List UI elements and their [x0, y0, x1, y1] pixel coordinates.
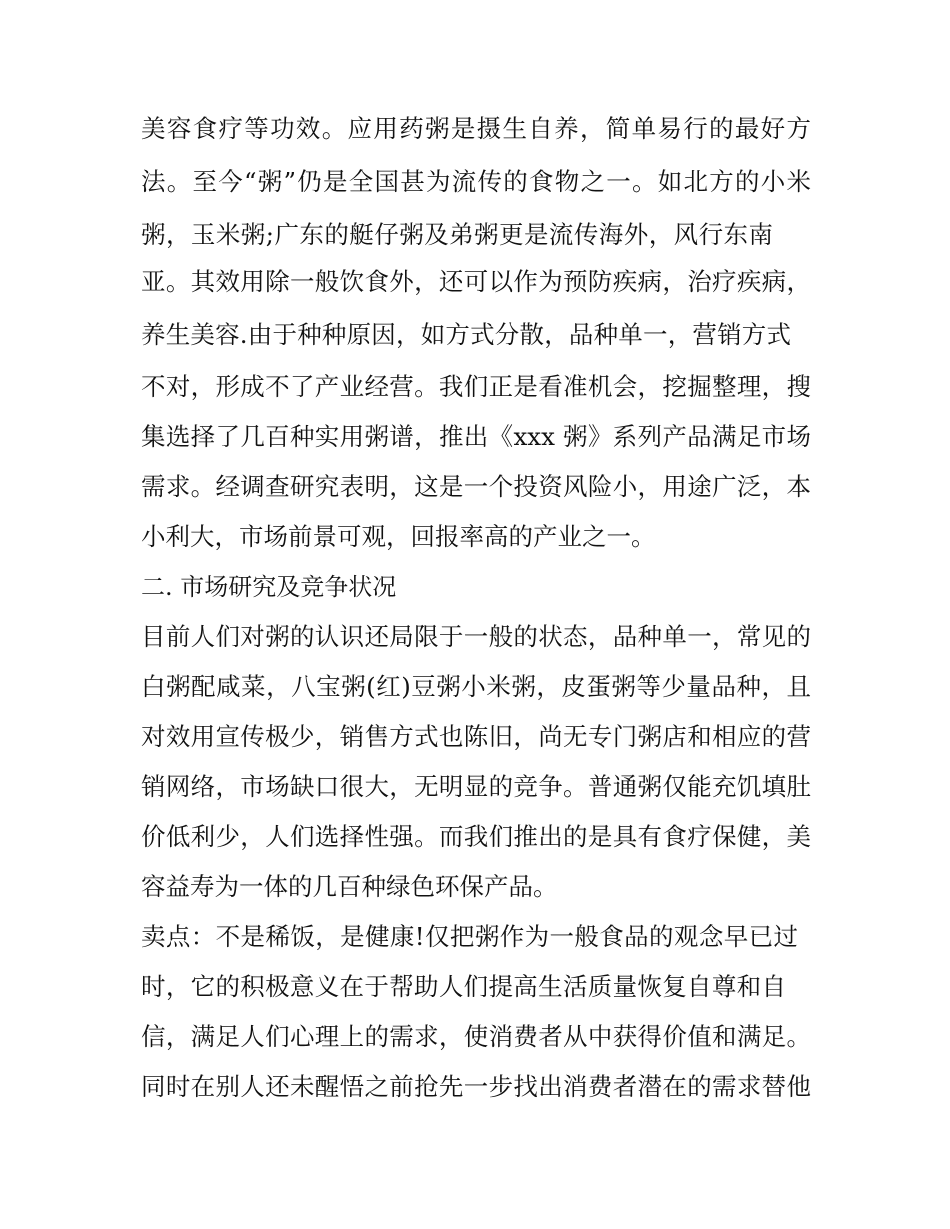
- text-line: 销网络，市场缺口很大，无明显的竞争。普通粥仅能充饥填肚: [141, 772, 811, 801]
- text-line: 养生美容.由于种种原因，如方式分散，品种单一，营销方式: [141, 320, 791, 349]
- text-line: 小利大，市场前景可观，回报率高的产业之一。: [141, 522, 656, 551]
- text-line: 目前人们对粥的认识还局限于一般的状态，品种单一，常见的: [141, 622, 811, 651]
- text-line: 对效用宣传极少，销售方式也陈旧，尚无专门粥店和相应的营: [141, 722, 811, 751]
- text-line: 集选择了几百种实用粥谱，推出《xxx 粥》系列产品满足市场: [141, 422, 811, 451]
- text-line: 信，满足人们心理上的需求，使消费者从中获得价值和满足。: [141, 1022, 811, 1051]
- text-line: 需求。经调查研究表明，这是一个投资风险小，用途广泛，本: [141, 472, 811, 501]
- text-line: 卖点：不是稀饭，是健康!仅把粥作为一般食品的观念早已过: [141, 922, 798, 951]
- text-line: 法。至今“粥”仍是全国甚为流传的食物之一。如北方的小米: [141, 167, 811, 196]
- section-heading: 二. 市场研究及竞争状况: [141, 573, 397, 601]
- text-line: 同时在别人还未醒悟之前抢先一步找出消费者潜在的需求替他: [141, 1072, 811, 1101]
- text-line: 容益寿为一体的几百种绿色环保产品。: [141, 872, 558, 901]
- text-line: 时，它的积极意义在于帮助人们提高生活质量恢复自尊和自: [141, 972, 786, 1001]
- text-line: 不对，形成不了产业经营。我们正是看准机会，挖掘整理，搜: [141, 372, 811, 401]
- text-line: 粥，玉米粥;广东的艇仔粥及弟粥更是流传海外，风行东南: [141, 220, 773, 249]
- text-line: 亚。其效用除一般饮食外，还可以作为预防疾病，治疗疾病，: [141, 267, 811, 296]
- text-line: 白粥配咸菜，八宝粥(红)豆粥小米粥，皮蛋粥等少量品种，且: [141, 672, 811, 701]
- text-line: 价低利少，人们选择性强。而我们推出的是具有食疗保健，美: [141, 822, 811, 851]
- text-line: 美容食疗等功效。应用药粥是摄生自养，简单易行的最好方: [141, 114, 811, 143]
